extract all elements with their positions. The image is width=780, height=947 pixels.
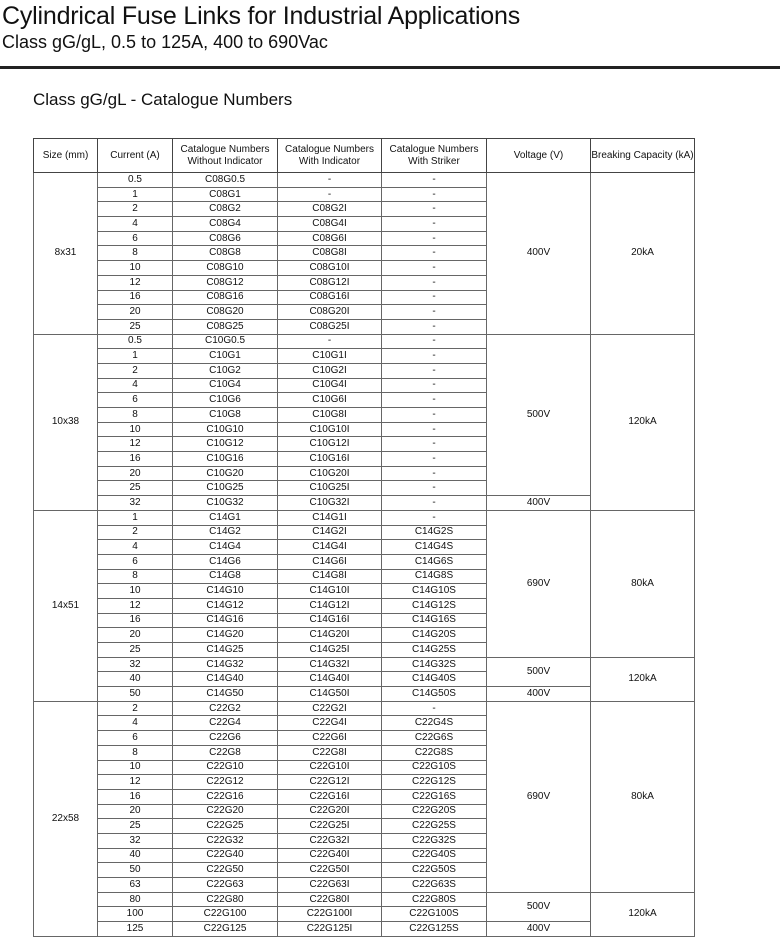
header-breaking-capacity: Breaking Capacity (kA) bbox=[591, 139, 695, 173]
table-row bbox=[34, 701, 695, 716]
catalogue-without-indicator-cell: C08G16 bbox=[173, 290, 278, 305]
catalogue-without-indicator-cell: C22G16 bbox=[173, 789, 278, 804]
catalogue-with-striker-cell: - bbox=[382, 701, 487, 716]
catalogue-with-striker-cell: - bbox=[382, 422, 487, 437]
catalogue-without-indicator-cell: C10G16 bbox=[173, 452, 278, 467]
catalogue-with-indicator-cell: C14G16I bbox=[278, 613, 382, 628]
catalogue-with-striker-cell: - bbox=[382, 496, 487, 511]
catalogue-with-indicator-cell: C08G8I bbox=[278, 246, 382, 261]
catalogue-with-striker-cell: - bbox=[382, 202, 487, 217]
catalogue-with-striker-cell: - bbox=[382, 466, 487, 481]
current-cell: 32 bbox=[98, 657, 173, 672]
catalogue-with-striker-cell: - bbox=[382, 363, 487, 378]
header-without-indicator: Catalogue Numbers Without Indicator bbox=[173, 139, 278, 173]
current-cell: 6 bbox=[98, 731, 173, 746]
catalogue-with-indicator-cell: C14G50I bbox=[278, 687, 382, 702]
current-cell: 25 bbox=[98, 643, 173, 658]
catalogue-with-indicator-cell: C22G4I bbox=[278, 716, 382, 731]
catalogue-without-indicator-cell: C10G1 bbox=[173, 349, 278, 364]
catalogue-without-indicator-cell: C14G2 bbox=[173, 525, 278, 540]
catalogue-without-indicator-cell: C22G50 bbox=[173, 863, 278, 878]
breaking-capacity-cell: 120kA bbox=[591, 657, 695, 701]
current-cell: 12 bbox=[98, 275, 173, 290]
breaking-capacity-cell: 80kA bbox=[591, 510, 695, 657]
catalogue-with-indicator-cell: C22G10I bbox=[278, 760, 382, 775]
current-cell: 8 bbox=[98, 246, 173, 261]
current-cell: 6 bbox=[98, 231, 173, 246]
catalogue-with-striker-cell: C14G10S bbox=[382, 584, 487, 599]
catalogue-with-striker-cell: - bbox=[382, 319, 487, 334]
catalogue-with-indicator-cell: C10G20I bbox=[278, 466, 382, 481]
catalogue-with-striker-cell: - bbox=[382, 187, 487, 202]
catalogue-without-indicator-cell: C10G32 bbox=[173, 496, 278, 511]
current-cell: 6 bbox=[98, 554, 173, 569]
catalogue-with-indicator-cell: C14G2I bbox=[278, 525, 382, 540]
current-cell: 40 bbox=[98, 848, 173, 863]
current-cell: 25 bbox=[98, 481, 173, 496]
table-row bbox=[34, 510, 695, 525]
catalogue-with-striker-cell: C14G40S bbox=[382, 672, 487, 687]
catalogue-with-striker-cell: - bbox=[382, 173, 487, 188]
catalogue-with-striker-cell: C22G16S bbox=[382, 789, 487, 804]
catalogue-with-indicator-cell: C10G16I bbox=[278, 452, 382, 467]
catalogue-with-indicator-cell: C10G10I bbox=[278, 422, 382, 437]
current-cell: 10 bbox=[98, 760, 173, 775]
catalogue-with-indicator-cell: C14G6I bbox=[278, 554, 382, 569]
current-cell: 2 bbox=[98, 525, 173, 540]
catalogue-with-striker-cell: C14G25S bbox=[382, 643, 487, 658]
catalogue-with-indicator-cell: C22G32I bbox=[278, 833, 382, 848]
catalogue-with-striker-cell: C22G10S bbox=[382, 760, 487, 775]
current-cell: 1 bbox=[98, 187, 173, 202]
catalogue-with-striker-cell: C14G16S bbox=[382, 613, 487, 628]
catalogue-without-indicator-cell: C14G10 bbox=[173, 584, 278, 599]
size-cell: 10x38 bbox=[34, 334, 98, 510]
voltage-cell: 400V bbox=[487, 687, 591, 702]
current-cell: 2 bbox=[98, 701, 173, 716]
catalogue-with-striker-cell: - bbox=[382, 349, 487, 364]
catalogue-without-indicator-cell: C10G8 bbox=[173, 408, 278, 423]
catalogue-without-indicator-cell: C22G20 bbox=[173, 804, 278, 819]
current-cell: 2 bbox=[98, 202, 173, 217]
catalogue-with-striker-cell: - bbox=[382, 452, 487, 467]
catalogue-without-indicator-cell: C14G16 bbox=[173, 613, 278, 628]
current-cell: 50 bbox=[98, 687, 173, 702]
size-cell: 8x31 bbox=[34, 173, 98, 335]
catalogue-with-indicator-cell: C22G80I bbox=[278, 892, 382, 907]
breaking-capacity-cell: 20kA bbox=[591, 173, 695, 335]
catalogue-with-striker-cell: C14G8S bbox=[382, 569, 487, 584]
voltage-cell: 400V bbox=[487, 496, 591, 511]
catalogue-without-indicator-cell: C14G50 bbox=[173, 687, 278, 702]
catalogue-with-striker-cell: - bbox=[382, 246, 487, 261]
catalogue-without-indicator-cell: C14G32 bbox=[173, 657, 278, 672]
catalogue-without-indicator-cell: C10G20 bbox=[173, 466, 278, 481]
catalogue-without-indicator-cell: C14G20 bbox=[173, 628, 278, 643]
document-subtitle: Class gG/gL, 0.5 to 125A, 400 to 690Vac bbox=[2, 32, 328, 52]
current-cell: 100 bbox=[98, 907, 173, 922]
catalogue-with-striker-cell: C22G50S bbox=[382, 863, 487, 878]
catalogue-without-indicator-cell: C22G10 bbox=[173, 760, 278, 775]
catalogue-with-indicator-cell: C10G4I bbox=[278, 378, 382, 393]
catalogue-with-striker-cell: - bbox=[382, 217, 487, 232]
catalogue-with-indicator-cell: C22G20I bbox=[278, 804, 382, 819]
catalogue-without-indicator-cell: C22G6 bbox=[173, 731, 278, 746]
catalogue-with-striker-cell: C22G6S bbox=[382, 731, 487, 746]
catalogue-with-indicator-cell: C22G63I bbox=[278, 878, 382, 893]
catalogue-with-indicator-cell: C22G16I bbox=[278, 789, 382, 804]
catalogue-with-striker-cell: C22G80S bbox=[382, 892, 487, 907]
catalogue-without-indicator-cell: C22G4 bbox=[173, 716, 278, 731]
size-cell: 22x58 bbox=[34, 701, 98, 936]
catalogue-without-indicator-cell: C08G4 bbox=[173, 217, 278, 232]
catalogue-without-indicator-cell: C10G12 bbox=[173, 437, 278, 452]
current-cell: 16 bbox=[98, 613, 173, 628]
catalogue-without-indicator-cell: C10G10 bbox=[173, 422, 278, 437]
catalogue-without-indicator-cell: C10G2 bbox=[173, 363, 278, 378]
catalogue-with-indicator-cell: C22G2I bbox=[278, 701, 382, 716]
catalogue-with-indicator-cell: C08G25I bbox=[278, 319, 382, 334]
catalogue-with-indicator-cell: C22G6I bbox=[278, 731, 382, 746]
current-cell: 8 bbox=[98, 745, 173, 760]
table-row bbox=[34, 892, 695, 907]
catalogue-with-striker-cell: C22G20S bbox=[382, 804, 487, 819]
voltage-cell: 690V bbox=[487, 510, 591, 657]
catalogue-without-indicator-cell: C22G100 bbox=[173, 907, 278, 922]
catalogue-without-indicator-cell: C08G10 bbox=[173, 261, 278, 276]
catalogue-without-indicator-cell: C14G4 bbox=[173, 540, 278, 555]
breaking-capacity-cell: 120kA bbox=[591, 334, 695, 510]
voltage-cell: 500V bbox=[487, 657, 591, 686]
catalogue-without-indicator-cell: C10G4 bbox=[173, 378, 278, 393]
catalogue-with-striker-cell: - bbox=[382, 290, 487, 305]
catalogue-with-indicator-cell: C10G2I bbox=[278, 363, 382, 378]
current-cell: 4 bbox=[98, 540, 173, 555]
current-cell: 125 bbox=[98, 922, 173, 937]
catalogue-with-striker-cell: C14G32S bbox=[382, 657, 487, 672]
catalogue-with-indicator-cell: C22G12I bbox=[278, 775, 382, 790]
current-cell: 20 bbox=[98, 628, 173, 643]
catalogue-without-indicator-cell: C08G0.5 bbox=[173, 173, 278, 188]
current-cell: 4 bbox=[98, 217, 173, 232]
catalogue-without-indicator-cell: C22G40 bbox=[173, 848, 278, 863]
catalogue-without-indicator-cell: C22G80 bbox=[173, 892, 278, 907]
catalogue-without-indicator-cell: C14G1 bbox=[173, 510, 278, 525]
current-cell: 10 bbox=[98, 422, 173, 437]
current-cell: 8 bbox=[98, 408, 173, 423]
catalogue-with-indicator-cell: C14G40I bbox=[278, 672, 382, 687]
table-header-row bbox=[34, 139, 695, 173]
catalogue-with-indicator-cell: C14G1I bbox=[278, 510, 382, 525]
catalogue-with-striker-cell: C14G6S bbox=[382, 554, 487, 569]
breaking-capacity-cell: 120kA bbox=[591, 892, 695, 936]
catalogue-with-indicator-cell: C08G12I bbox=[278, 275, 382, 290]
catalogue-without-indicator-cell: C08G8 bbox=[173, 246, 278, 261]
catalogue-without-indicator-cell: C22G8 bbox=[173, 745, 278, 760]
current-cell: 8 bbox=[98, 569, 173, 584]
header-current: Current (A) bbox=[98, 139, 173, 173]
catalogue-without-indicator-cell: C10G25 bbox=[173, 481, 278, 496]
catalogue-with-striker-cell: C14G2S bbox=[382, 525, 487, 540]
catalogue-with-indicator-cell: C14G32I bbox=[278, 657, 382, 672]
voltage-cell: 500V bbox=[487, 334, 591, 496]
current-cell: 16 bbox=[98, 789, 173, 804]
current-cell: 0.5 bbox=[98, 334, 173, 349]
current-cell: 25 bbox=[98, 319, 173, 334]
catalogue-with-indicator-cell: - bbox=[278, 173, 382, 188]
catalogue-without-indicator-cell: C22G63 bbox=[173, 878, 278, 893]
current-cell: 40 bbox=[98, 672, 173, 687]
current-cell: 80 bbox=[98, 892, 173, 907]
catalogue-with-striker-cell: - bbox=[382, 481, 487, 496]
catalogue-with-striker-cell: C14G12S bbox=[382, 598, 487, 613]
catalogue-without-indicator-cell: C22G32 bbox=[173, 833, 278, 848]
catalogue-with-indicator-cell: C08G2I bbox=[278, 202, 382, 217]
current-cell: 1 bbox=[98, 510, 173, 525]
catalogue-with-striker-cell: C22G32S bbox=[382, 833, 487, 848]
catalogue-with-indicator-cell: C10G12I bbox=[278, 437, 382, 452]
header-with-striker: Catalogue Numbers With Striker bbox=[382, 139, 487, 173]
table-row bbox=[34, 334, 695, 349]
catalogue-with-striker-cell: - bbox=[382, 261, 487, 276]
catalogue-with-striker-cell: C22G125S bbox=[382, 922, 487, 937]
current-cell: 10 bbox=[98, 261, 173, 276]
catalogue-with-striker-cell: C22G12S bbox=[382, 775, 487, 790]
catalogue-with-striker-cell: C22G100S bbox=[382, 907, 487, 922]
current-cell: 6 bbox=[98, 393, 173, 408]
catalogue-with-indicator-cell: C14G25I bbox=[278, 643, 382, 658]
header-size: Size (mm) bbox=[34, 139, 98, 173]
current-cell: 20 bbox=[98, 804, 173, 819]
catalogue-with-indicator-cell: C14G20I bbox=[278, 628, 382, 643]
section-title: Class gG/gL - Catalogue Numbers bbox=[33, 90, 293, 109]
current-cell: 4 bbox=[98, 378, 173, 393]
catalogue-with-indicator-cell: C22G40I bbox=[278, 848, 382, 863]
catalogue-with-indicator-cell: - bbox=[278, 187, 382, 202]
current-cell: 25 bbox=[98, 819, 173, 834]
catalogue-without-indicator-cell: C08G25 bbox=[173, 319, 278, 334]
catalogue-with-indicator-cell: - bbox=[278, 334, 382, 349]
catalogue-with-indicator-cell: C14G12I bbox=[278, 598, 382, 613]
current-cell: 0.5 bbox=[98, 173, 173, 188]
current-cell: 63 bbox=[98, 878, 173, 893]
current-cell: 12 bbox=[98, 598, 173, 613]
catalogue-with-striker-cell: - bbox=[382, 334, 487, 349]
catalogue-with-striker-cell: C22G4S bbox=[382, 716, 487, 731]
catalogue-without-indicator-cell: C22G25 bbox=[173, 819, 278, 834]
catalogue-with-striker-cell: C22G8S bbox=[382, 745, 487, 760]
catalogue-with-indicator-cell: C08G4I bbox=[278, 217, 382, 232]
voltage-cell: 500V bbox=[487, 892, 591, 921]
catalogue-without-indicator-cell: C08G12 bbox=[173, 275, 278, 290]
current-cell: 2 bbox=[98, 363, 173, 378]
catalogue-with-indicator-cell: C22G125I bbox=[278, 922, 382, 937]
catalogue-without-indicator-cell: C08G20 bbox=[173, 305, 278, 320]
catalogue-without-indicator-cell: C22G125 bbox=[173, 922, 278, 937]
catalogue-with-indicator-cell: C08G16I bbox=[278, 290, 382, 305]
catalogue-without-indicator-cell: C22G2 bbox=[173, 701, 278, 716]
catalogue-with-striker-cell: - bbox=[382, 305, 487, 320]
header-with-indicator: Catalogue Numbers With Indicator bbox=[278, 139, 382, 173]
table-row bbox=[34, 657, 695, 672]
catalogue-with-striker-cell: C22G40S bbox=[382, 848, 487, 863]
table-row bbox=[34, 173, 695, 188]
catalogue-with-indicator-cell: C08G10I bbox=[278, 261, 382, 276]
current-cell: 32 bbox=[98, 496, 173, 511]
voltage-cell: 690V bbox=[487, 701, 591, 892]
current-cell: 12 bbox=[98, 437, 173, 452]
header-voltage: Voltage (V) bbox=[487, 139, 591, 173]
catalogue-with-indicator-cell: C10G6I bbox=[278, 393, 382, 408]
catalogue-with-striker-cell: C14G4S bbox=[382, 540, 487, 555]
catalogue-without-indicator-cell: C14G12 bbox=[173, 598, 278, 613]
catalogue-with-striker-cell: C22G63S bbox=[382, 878, 487, 893]
current-cell: 20 bbox=[98, 305, 173, 320]
catalogue-with-indicator-cell: C22G25I bbox=[278, 819, 382, 834]
catalogue-with-indicator-cell: C22G50I bbox=[278, 863, 382, 878]
catalogue-with-indicator-cell: C10G32I bbox=[278, 496, 382, 511]
catalogue-with-striker-cell: - bbox=[382, 378, 487, 393]
current-cell: 32 bbox=[98, 833, 173, 848]
voltage-cell: 400V bbox=[487, 922, 591, 937]
catalogue-with-indicator-cell: C14G4I bbox=[278, 540, 382, 555]
catalogue-without-indicator-cell: C08G6 bbox=[173, 231, 278, 246]
catalogue-without-indicator-cell: C10G6 bbox=[173, 393, 278, 408]
catalogue-with-striker-cell: - bbox=[382, 393, 487, 408]
catalogue-without-indicator-cell: C14G6 bbox=[173, 554, 278, 569]
catalogue-with-indicator-cell: C10G1I bbox=[278, 349, 382, 364]
catalogue-without-indicator-cell: C22G12 bbox=[173, 775, 278, 790]
catalogue-without-indicator-cell: C10G0.5 bbox=[173, 334, 278, 349]
current-cell: 1 bbox=[98, 349, 173, 364]
catalogue-with-striker-cell: - bbox=[382, 408, 487, 423]
document-title: Cylindrical Fuse Links for Industrial Applications bbox=[2, 2, 521, 30]
catalogue-with-indicator-cell: C08G20I bbox=[278, 305, 382, 320]
catalogue-without-indicator-cell: C14G8 bbox=[173, 569, 278, 584]
catalogue-without-indicator-cell: C08G2 bbox=[173, 202, 278, 217]
current-cell: 12 bbox=[98, 775, 173, 790]
catalogue-without-indicator-cell: C14G25 bbox=[173, 643, 278, 658]
catalogue-with-striker-cell: C14G20S bbox=[382, 628, 487, 643]
current-cell: 16 bbox=[98, 452, 173, 467]
catalogue-with-striker-cell: C14G50S bbox=[382, 687, 487, 702]
catalogue-with-striker-cell: - bbox=[382, 275, 487, 290]
current-cell: 10 bbox=[98, 584, 173, 599]
current-cell: 4 bbox=[98, 716, 173, 731]
catalogue-with-indicator-cell: C22G100I bbox=[278, 907, 382, 922]
catalogue-table bbox=[33, 138, 695, 937]
catalogue-without-indicator-cell: C08G1 bbox=[173, 187, 278, 202]
catalogue-without-indicator-cell: C14G40 bbox=[173, 672, 278, 687]
catalogue-with-indicator-cell: C22G8I bbox=[278, 745, 382, 760]
breaking-capacity-cell: 80kA bbox=[591, 701, 695, 892]
catalogue-with-indicator-cell: C08G6I bbox=[278, 231, 382, 246]
table-body bbox=[34, 173, 695, 937]
catalogue-with-indicator-cell: C14G8I bbox=[278, 569, 382, 584]
catalogue-with-indicator-cell: C14G10I bbox=[278, 584, 382, 599]
catalogue-with-striker-cell: - bbox=[382, 510, 487, 525]
voltage-cell: 400V bbox=[487, 173, 591, 335]
header-divider bbox=[0, 66, 780, 69]
catalogue-with-indicator-cell: C10G25I bbox=[278, 481, 382, 496]
current-cell: 50 bbox=[98, 863, 173, 878]
catalogue-with-striker-cell: C22G25S bbox=[382, 819, 487, 834]
catalogue-with-indicator-cell: C10G8I bbox=[278, 408, 382, 423]
size-cell: 14x51 bbox=[34, 510, 98, 701]
catalogue-with-striker-cell: - bbox=[382, 437, 487, 452]
catalogue-with-striker-cell: - bbox=[382, 231, 487, 246]
current-cell: 16 bbox=[98, 290, 173, 305]
current-cell: 20 bbox=[98, 466, 173, 481]
